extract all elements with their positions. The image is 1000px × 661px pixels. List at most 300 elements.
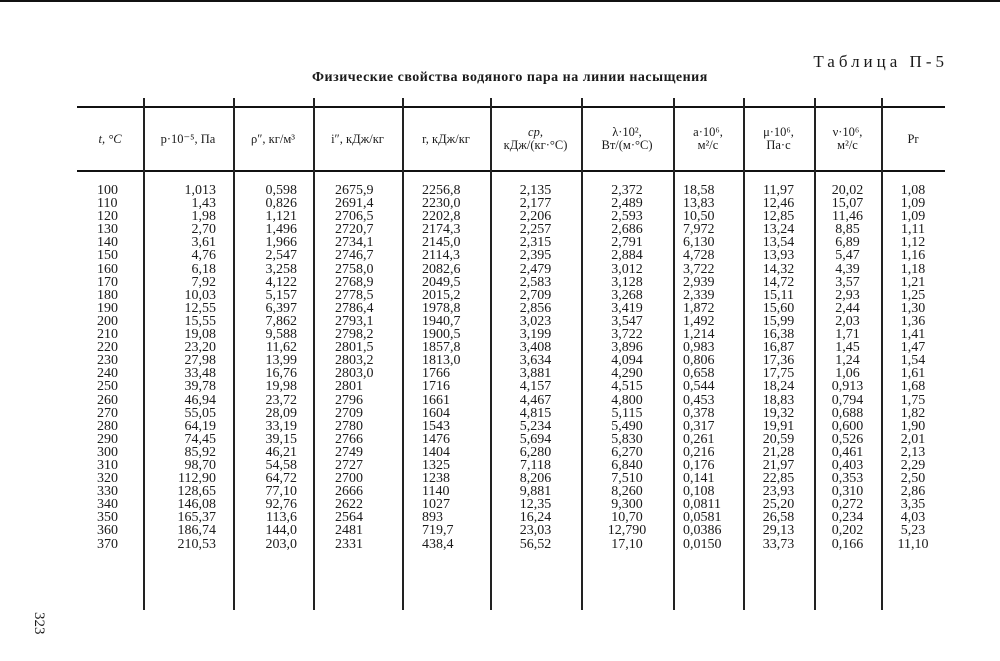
cell-pr: 1,12 (900, 235, 926, 251)
cell-mu: 18,83 (762, 392, 795, 408)
column-separator (313, 98, 315, 610)
cell-mu: 12,85 (762, 209, 795, 225)
header-r-label: r, кДж/кг (422, 131, 470, 146)
cell-t: 290 (97, 431, 118, 447)
cell-rho: 113,6 (266, 510, 297, 526)
cell-a: 0,983 (683, 340, 715, 356)
column-lambda (581, 184, 673, 551)
cell-r: 2256,8 (422, 183, 461, 198)
cell-r: 2049,5 (422, 274, 461, 290)
cell-p: 4,76 (191, 248, 216, 264)
cell-lambda: 3,896 (611, 340, 643, 356)
cell-t: 240 (97, 366, 118, 382)
cell-mu: 15,60 (762, 300, 795, 316)
cell-t: 260 (97, 392, 118, 408)
cell-p: 165,37 (177, 510, 216, 526)
cell-nu: 5,47 (835, 248, 860, 264)
cell-nu: 6,89 (835, 235, 860, 251)
cell-a: 13,83 (683, 196, 715, 212)
cell-pr: 1,08 (900, 183, 926, 198)
cell-r: 1813,0 (422, 353, 461, 369)
cell-pr: 1,21 (900, 274, 926, 290)
cell-t: 330 (97, 484, 118, 500)
column-rho (233, 184, 297, 551)
cell-lambda: 2,372 (611, 183, 643, 198)
cell-t: 300 (97, 444, 118, 460)
cell-lambda: 5,115 (611, 405, 643, 421)
cell-mu: 21,97 (762, 457, 795, 473)
cell-pr: 1,41 (900, 327, 926, 343)
cell-pr: 1,30 (900, 300, 926, 316)
cell-r: 1604 (422, 405, 450, 421)
cell-lambda: 5,830 (611, 431, 643, 447)
cell-i: 2780 (335, 418, 363, 434)
cell-rho: 4,122 (265, 274, 297, 290)
cell-nu: 1,24 (835, 353, 860, 369)
cell-a: 2,939 (683, 274, 715, 290)
cell-i: 2675,9 (335, 183, 374, 198)
cell-lambda: 12,790 (607, 523, 647, 539)
cell-t: 100 (97, 183, 118, 198)
cell-nu: 0,353 (831, 471, 864, 487)
header-rho (233, 108, 313, 170)
cell-pr: 1,82 (900, 405, 926, 421)
cell-nu: 11,46 (832, 209, 863, 225)
cell-p: 6,18 (191, 261, 216, 277)
cell-t: 210 (97, 327, 118, 343)
cell-nu: 0,794 (831, 392, 864, 408)
cell-mu: 13,24 (762, 222, 795, 238)
cell-p: 19,08 (184, 327, 216, 343)
table-label: Таблица П-5 (813, 52, 948, 71)
cell-lambda: 3,012 (611, 261, 643, 277)
cell-t: 350 (97, 510, 118, 526)
cell-mu: 19,32 (762, 405, 795, 421)
cell-cp: 2,177 (519, 196, 552, 212)
cell-i: 2746,7 (335, 248, 374, 264)
cell-p: 1,98 (191, 209, 216, 225)
cell-p: 10,03 (184, 287, 216, 303)
cell-mu: 23,93 (762, 484, 795, 500)
header-i (313, 108, 402, 170)
cell-cp: 16,24 (519, 510, 552, 526)
cell-rho: 0,826 (265, 196, 297, 212)
cell-i: 2801 (335, 379, 363, 395)
cell-cp: 3,199 (519, 327, 552, 343)
cell-a: 0,0811 (683, 497, 721, 513)
cell-a: 0,261 (683, 431, 715, 447)
cell-mu: 19,91 (762, 418, 795, 434)
cell-rho: 77,10 (265, 484, 297, 500)
cell-rho: 13,99 (265, 353, 297, 369)
cell-r: 438,4 (422, 536, 454, 552)
column-i (335, 184, 401, 551)
cell-pr: 2,13 (900, 444, 926, 460)
header-lambda-unit: Вт/(м·°С) (601, 138, 653, 152)
cell-cp: 2,135 (519, 183, 552, 198)
cell-p: 55,05 (184, 405, 216, 421)
cell-p: 1,013 (184, 183, 216, 198)
cell-pr: 1,25 (900, 287, 926, 303)
cell-p: 146,08 (177, 497, 216, 513)
cell-cp: 8,206 (519, 471, 552, 487)
cell-i: 2786,4 (335, 300, 374, 316)
cell-a: 0,0386 (683, 523, 722, 539)
cell-mu: 20,59 (762, 431, 795, 447)
cell-cp: 12,35 (519, 497, 552, 513)
cell-i: 2758,0 (335, 261, 374, 277)
cell-rho: 28,09 (265, 405, 297, 421)
cell-a: 6,130 (683, 235, 715, 251)
header-i-label: i″, кДж/кг (331, 131, 384, 146)
column-a (683, 184, 741, 551)
cell-pr: 1,18 (900, 261, 926, 277)
cell-p: 33,48 (184, 366, 216, 382)
cell-p: 1,43 (191, 196, 216, 212)
header-pr-label: Pr (907, 131, 919, 146)
cell-nu: 8,85 (835, 222, 860, 238)
cell-cp: 3,634 (519, 353, 552, 369)
cell-a: 0,141 (683, 471, 715, 487)
column-mu (743, 184, 814, 551)
cell-rho: 203,0 (265, 536, 297, 552)
cell-nu: 0,461 (831, 444, 864, 460)
cell-lambda: 6,840 (611, 457, 643, 473)
cell-i: 2706,5 (335, 209, 374, 225)
cell-cp: 2,315 (519, 235, 552, 251)
cell-t: 280 (97, 418, 118, 434)
header-nu-symbol: ν·10⁶, (832, 125, 863, 139)
cell-p: 2,70 (191, 222, 216, 238)
cell-i: 2793,1 (335, 313, 374, 329)
cell-cp: 5,694 (519, 431, 552, 447)
cell-p: 74,45 (184, 431, 216, 447)
cell-lambda: 9,300 (611, 497, 643, 513)
cell-lambda: 5,490 (611, 418, 643, 434)
cell-a: 0,108 (683, 484, 715, 500)
cell-t: 170 (97, 274, 118, 290)
cell-r: 2202,8 (422, 209, 461, 225)
cell-r: 1543 (422, 418, 450, 434)
cell-r: 1857,8 (422, 340, 461, 356)
cell-nu: 0,310 (831, 484, 864, 500)
cell-mu: 14,32 (762, 261, 795, 277)
cell-lambda: 2,489 (611, 196, 643, 212)
cell-pr: 11,10 (897, 536, 929, 552)
cell-lambda: 2,686 (611, 222, 643, 238)
cell-i: 2700 (335, 471, 363, 487)
cell-p: 186,74 (177, 523, 216, 539)
cell-cp: 3,023 (519, 313, 552, 329)
cell-r: 1766 (422, 366, 450, 382)
cell-nu: 0,600 (831, 418, 864, 434)
cell-i: 2720,7 (335, 222, 374, 238)
cell-pr: 1,16 (900, 248, 926, 264)
cell-r: 1661 (422, 392, 450, 408)
header-p (143, 108, 233, 170)
cell-p: 12,55 (184, 300, 216, 316)
cell-a: 0,544 (683, 379, 715, 395)
cell-cp: 2,395 (519, 248, 552, 264)
cell-cp: 4,157 (519, 379, 552, 395)
cell-pr: 1,11 (901, 222, 925, 238)
cell-pr: 4,03 (900, 510, 926, 526)
cell-rho: 9,588 (265, 327, 297, 343)
cell-lambda: 2,593 (611, 209, 643, 225)
cell-nu: 0,526 (831, 431, 864, 447)
cell-rho: 6,397 (265, 300, 297, 316)
cell-cp: 9,881 (519, 484, 552, 500)
header-t-label: t, °C (98, 131, 122, 146)
cell-a: 1,214 (683, 327, 715, 343)
cell-p: 210,53 (177, 536, 216, 552)
cell-t: 150 (97, 248, 118, 264)
cell-a: 0,216 (683, 444, 715, 460)
cell-pr: 1,09 (900, 209, 926, 225)
cell-mu: 16,38 (762, 327, 795, 343)
cell-cp: 6,280 (519, 444, 552, 460)
cell-a: 1,492 (683, 313, 715, 329)
cell-rho: 19,98 (265, 379, 297, 395)
cell-r: 2145,0 (422, 235, 461, 251)
cell-r: 1940,7 (422, 313, 461, 329)
cell-a: 7,972 (683, 222, 715, 238)
cell-p: 46,94 (184, 392, 216, 408)
cell-nu: 0,166 (831, 536, 864, 552)
cell-cp: 3,881 (519, 366, 552, 382)
cell-t: 220 (97, 340, 118, 356)
column-separator (673, 98, 675, 610)
cell-i: 2734,1 (335, 235, 374, 251)
cell-rho: 0,598 (265, 183, 297, 198)
cell-a: 0,806 (683, 353, 715, 369)
cell-cp: 2,206 (519, 209, 552, 225)
cell-a: 3,722 (683, 261, 715, 277)
cell-cp: 2,709 (519, 287, 552, 303)
cell-r: 1476 (422, 431, 450, 447)
cell-lambda: 4,800 (611, 392, 643, 408)
cell-p: 98,70 (184, 457, 216, 473)
cell-nu: 0,272 (831, 497, 864, 513)
column-t (97, 184, 141, 551)
cell-nu: 0,688 (831, 405, 864, 421)
cell-i: 2749 (335, 444, 363, 460)
cell-nu: 1,45 (835, 340, 860, 356)
cell-a: 2,339 (683, 287, 715, 303)
cell-mu: 13,93 (762, 248, 795, 264)
cell-r: 1716 (422, 379, 450, 395)
cell-i: 2768,9 (335, 274, 374, 290)
cell-pr: 3,35 (900, 497, 926, 513)
cell-t: 310 (97, 457, 118, 473)
cell-r: 1978,8 (422, 300, 461, 316)
cell-p: 15,55 (184, 313, 216, 329)
cell-rho: 16,76 (265, 366, 297, 382)
cell-cp: 2,257 (519, 222, 552, 238)
cell-nu: 20,02 (831, 183, 864, 198)
cell-lambda: 4,515 (611, 379, 643, 395)
cell-t: 370 (97, 536, 118, 552)
cell-t: 190 (97, 300, 118, 316)
cell-mu: 18,24 (762, 379, 795, 395)
header-t (77, 108, 143, 170)
cell-lambda: 17,10 (611, 536, 643, 552)
cell-a: 1,872 (683, 300, 715, 316)
header-nu-unit: м²/с (837, 138, 858, 152)
header-rho-label: ρ″, кг/м³ (250, 131, 296, 146)
cell-nu: 2,03 (835, 313, 860, 329)
cell-mu: 13,54 (762, 235, 795, 251)
cell-t: 120 (97, 209, 118, 225)
cell-t: 140 (97, 235, 118, 251)
cell-mu: 29,13 (762, 523, 795, 539)
cell-i: 2622 (335, 497, 363, 513)
header-a-unit: м²/с (697, 138, 719, 152)
page-number: 323 (31, 612, 47, 635)
cell-t: 340 (97, 497, 118, 513)
cell-rho: 3,258 (265, 261, 297, 277)
cell-p: 64,19 (184, 418, 216, 434)
cell-t: 200 (97, 313, 118, 329)
cell-a: 0,0581 (683, 510, 722, 526)
cell-cp: 23,03 (519, 523, 552, 539)
cell-lambda: 6,270 (611, 444, 643, 460)
cell-pr: 1,36 (900, 313, 926, 329)
header-mu-symbol: μ·10⁶, (763, 125, 794, 139)
cell-i: 2803,2 (335, 353, 374, 369)
cell-a: 0,453 (683, 392, 715, 408)
cell-lambda: 3,128 (611, 274, 643, 290)
column-pr (881, 184, 945, 551)
header-cp-unit: кДж/(кг·°С) (503, 138, 568, 152)
cell-cp: 7,118 (520, 457, 551, 473)
cell-cp: 3,408 (519, 340, 552, 356)
cell-cp: 56,52 (519, 536, 552, 552)
cell-lambda: 3,722 (611, 327, 643, 343)
cell-cp: 4,815 (519, 405, 552, 421)
column-separator (402, 98, 404, 610)
cell-nu: 4,39 (835, 261, 860, 277)
cell-t: 160 (97, 261, 118, 277)
cell-lambda: 2,791 (611, 235, 643, 251)
cell-nu: 2,44 (835, 300, 860, 316)
cell-a: 4,728 (683, 248, 715, 264)
cell-mu: 33,73 (762, 536, 795, 552)
cell-pr: 1,68 (900, 379, 926, 395)
cell-t: 360 (97, 523, 118, 539)
header-lambda (581, 108, 673, 170)
cell-i: 2796 (335, 392, 363, 408)
column-nu (814, 184, 881, 551)
cell-a: 0,317 (683, 418, 715, 434)
cell-mu: 21,28 (762, 444, 795, 460)
cell-i: 2803,0 (335, 366, 374, 382)
cell-nu: 0,403 (831, 457, 864, 473)
cell-lambda: 10,70 (611, 510, 643, 526)
cell-mu: 17,36 (762, 353, 795, 369)
cell-p: 23,20 (184, 340, 216, 356)
cell-cp: 2,583 (519, 274, 552, 290)
cell-p: 3,61 (191, 235, 216, 251)
cell-pr: 1,47 (900, 340, 926, 356)
cell-p: 85,92 (184, 444, 216, 460)
cell-rho: 46,21 (265, 444, 297, 460)
cell-a: 0,378 (683, 405, 715, 421)
cell-i: 2709 (335, 405, 363, 421)
cell-lambda: 7,510 (611, 471, 643, 487)
cell-mu: 22,85 (762, 471, 795, 487)
cell-t: 180 (97, 287, 118, 303)
cell-rho: 1,966 (265, 235, 297, 251)
cell-rho: 1,121 (265, 209, 297, 225)
cell-a: 18,58 (683, 183, 715, 198)
cell-t: 130 (97, 222, 118, 238)
cell-rho: 33,19 (265, 418, 297, 434)
cell-i: 2798,2 (335, 327, 374, 343)
cell-pr: 1,90 (900, 418, 926, 434)
cell-mu: 16,87 (762, 340, 795, 356)
cell-rho: 11,62 (266, 340, 297, 356)
cell-mu: 26,58 (762, 510, 795, 526)
cell-p: 27,98 (184, 353, 216, 369)
cell-rho: 54,58 (265, 457, 297, 473)
cell-cp: 2,856 (519, 300, 552, 316)
cell-pr: 1,09 (900, 196, 926, 212)
cell-cp: 2,479 (519, 261, 552, 277)
cell-nu: 3,57 (835, 274, 860, 290)
cell-r: 1325 (422, 457, 450, 473)
cell-nu: 2,93 (835, 287, 860, 303)
header-mu-unit: Па·с (766, 138, 791, 152)
header-a-symbol: a·10⁶, (693, 125, 723, 139)
cell-cp: 4,467 (519, 392, 552, 408)
header-nu (814, 108, 881, 170)
cell-i: 2691,4 (335, 196, 374, 212)
cell-r: 1140 (422, 484, 450, 500)
cell-rho: 64,72 (265, 471, 297, 487)
cell-t: 110 (97, 196, 118, 212)
cell-r: 893 (422, 510, 443, 526)
page-title: Физические свойства водяного пара на линии насыщения (312, 70, 708, 85)
header-pr (881, 108, 945, 170)
cell-pr: 1,61 (900, 366, 926, 382)
cell-i: 2564 (335, 510, 363, 526)
header-cp (490, 108, 581, 170)
cell-r: 1238 (422, 471, 450, 487)
cell-i: 2778,5 (335, 287, 374, 303)
header-a (673, 108, 743, 170)
cell-lambda: 3,268 (611, 287, 643, 303)
cell-p: 112,90 (178, 471, 216, 487)
cell-r: 1404 (422, 444, 450, 460)
header-p-label: p·10⁻⁵, Па (160, 131, 216, 146)
header-lambda-symbol: λ·10², (612, 125, 642, 139)
cell-a: 0,0150 (683, 536, 722, 552)
cell-i: 2331 (335, 536, 363, 552)
cell-r: 1027 (422, 497, 450, 513)
cell-a: 0,176 (683, 457, 715, 473)
cell-mu: 17,75 (762, 366, 795, 382)
cell-pr: 2,29 (900, 457, 926, 473)
cell-i: 2481 (335, 523, 363, 539)
cell-pr: 1,54 (900, 353, 926, 369)
cell-p: 7,92 (191, 274, 216, 290)
cell-t: 230 (97, 353, 118, 369)
cell-rho: 7,862 (265, 313, 297, 329)
cell-mu: 15,99 (762, 313, 795, 329)
cell-lambda: 2,884 (611, 248, 643, 264)
cell-i: 2801,5 (335, 340, 374, 356)
